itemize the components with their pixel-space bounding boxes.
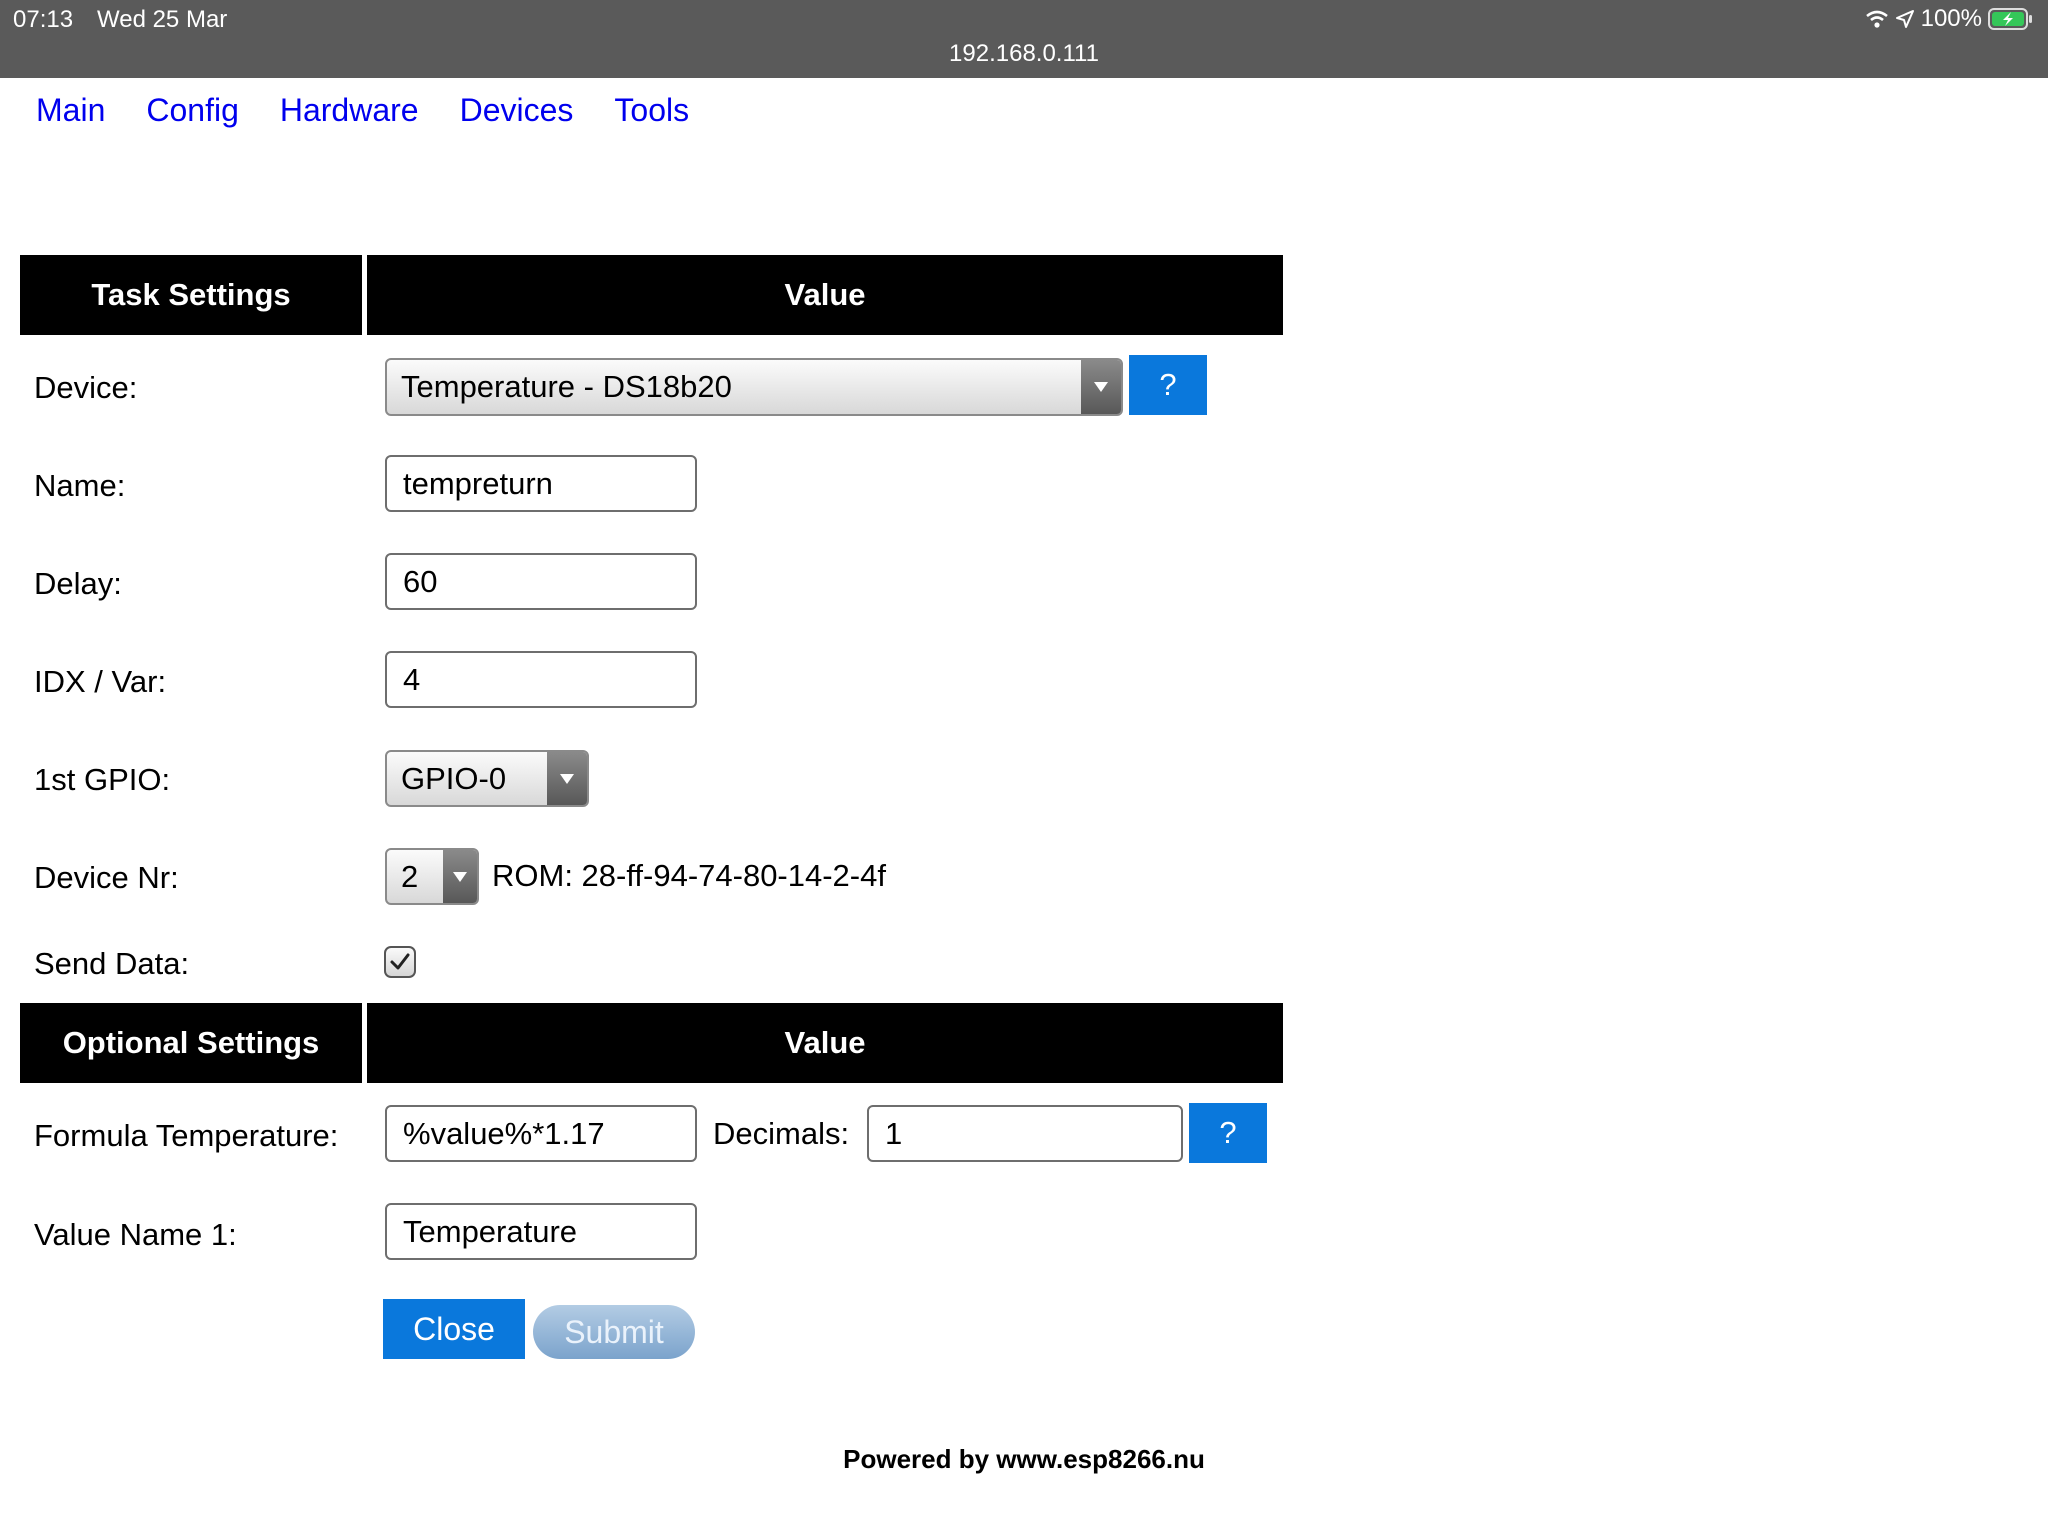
- value-name-input[interactable]: [385, 1203, 697, 1260]
- idx-input[interactable]: [385, 651, 697, 708]
- formula-help-button[interactable]: ?: [1189, 1103, 1267, 1163]
- footer-credit: Powered by www.esp8266.nu: [843, 1444, 1205, 1474]
- optional-settings-header: Optional Settings: [20, 1003, 362, 1083]
- location-icon: [1895, 9, 1915, 29]
- device-select-value: Temperature - DS18b20: [401, 369, 732, 404]
- delay-input[interactable]: [385, 553, 697, 610]
- device-nr-select-value: 2: [401, 858, 419, 894]
- top-nav: [36, 92, 689, 129]
- nav-devices[interactable]: Devices: [459, 92, 574, 128]
- battery-charging-icon: [1988, 7, 2034, 31]
- optional-value-header: Value: [367, 1003, 1283, 1083]
- chevron-down-icon: [1081, 360, 1121, 414]
- delay-label: Delay:: [34, 566, 122, 601]
- decimals-label: Decimals:: [713, 1116, 850, 1151]
- status-bar: [0, 0, 2048, 78]
- status-time: 07:13: [13, 6, 74, 33]
- status-date: Wed 25 Mar: [97, 6, 228, 33]
- nav-tools[interactable]: Tools: [614, 92, 690, 128]
- address-bar-url[interactable]: 192.168.0.111: [949, 40, 1099, 67]
- formula-label: Formula Temperature:: [34, 1118, 339, 1153]
- close-button[interactable]: Close: [383, 1299, 525, 1359]
- formula-input[interactable]: [385, 1105, 697, 1162]
- gpio-select[interactable]: [385, 750, 589, 807]
- rom-address-text: ROM: 28-ff-94-74-80-14-2-4f: [492, 858, 886, 893]
- task-settings-header: Task Settings: [20, 255, 362, 335]
- device-select[interactable]: [385, 358, 1123, 416]
- gpio-select-value: GPIO-0: [401, 760, 507, 796]
- send-data-label: Send Data:: [34, 946, 190, 981]
- value-name-label: Value Name 1:: [34, 1217, 237, 1252]
- idx-label: IDX / Var:: [34, 664, 167, 699]
- send-data-checkbox[interactable]: [384, 946, 416, 978]
- checkmark-icon: [389, 952, 411, 972]
- battery-percent: 100%: [1920, 5, 1982, 32]
- gpio-label: 1st GPIO:: [34, 762, 171, 797]
- chevron-down-icon: [443, 850, 477, 903]
- nav-config[interactable]: Config: [146, 92, 239, 128]
- name-label: Name:: [34, 468, 126, 503]
- decimals-input[interactable]: [867, 1105, 1183, 1162]
- nav-main[interactable]: Main: [36, 92, 106, 128]
- submit-button[interactable]: Submit: [533, 1305, 695, 1359]
- wifi-icon: [1865, 9, 1889, 29]
- device-label: Device:: [34, 370, 138, 405]
- name-input[interactable]: [385, 455, 697, 512]
- task-value-header: Value: [367, 255, 1283, 335]
- device-help-button[interactable]: ?: [1129, 355, 1207, 415]
- device-nr-label: Device Nr:: [34, 860, 179, 895]
- status-indicators: [1865, 5, 2034, 33]
- chevron-down-icon: [547, 752, 587, 805]
- device-nr-select[interactable]: [385, 848, 479, 905]
- nav-hardware[interactable]: Hardware: [279, 92, 419, 128]
